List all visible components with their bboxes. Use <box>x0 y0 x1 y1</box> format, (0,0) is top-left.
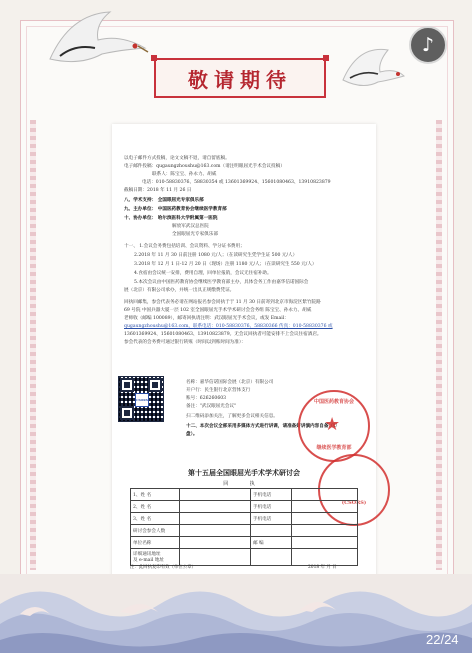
title-banner <box>154 58 326 98</box>
table-row: 3、姓 名 手机电话 <box>131 513 358 525</box>
qr-code[interactable] <box>118 376 164 422</box>
doc-line: 13601369924、15601080463、13910823879。无会议回执者可能安排不上会议住宿酒店。 <box>124 332 322 337</box>
table-row: 研讨会参会人数 <box>131 525 358 537</box>
doc-line: 2.2018 年 11 月 30 日前注册 1080 元/人；（在读研究生凭学生证 500 元/人） <box>134 253 298 258</box>
seal-star-icon: ★ <box>324 414 341 435</box>
cloud-decoration <box>0 574 472 653</box>
music-note-icon: ♪ <box>421 34 435 56</box>
form-title: 第十五届全国眼屈光手术学术研讨会 <box>188 468 300 477</box>
form-subtitle: 回 执 <box>223 481 265 487</box>
doc-line: 全国眼屈光专家俱乐部 <box>172 232 218 237</box>
bank-line: 名称：嘉华信诺国际会展（北京）有限公司 <box>186 380 274 385</box>
qr-corner <box>120 378 134 392</box>
registration-form-table <box>130 488 358 566</box>
bank-line: 开户行：民生银行北京营体支行 <box>186 388 251 393</box>
left-rail-decoration <box>30 120 36 570</box>
doc-line: 电话：010-58830376、58830354 或 13601369924、15601080463、13910823879 <box>142 180 331 185</box>
music-toggle-button[interactable] <box>409 26 447 64</box>
doc-line: 69 号院 中国兵器大厦一层 102 室全国眼屈光手术学术研讨会会务组 陈宝宝、孙永力、胡威 <box>124 308 312 313</box>
doc-line: 解放军武汉总医院 <box>172 224 209 229</box>
doc-line: 九、主办单位： 中国医药教育协会继续医学教育部 <box>124 207 227 212</box>
bank-line: 扫二维码添加关注，了解更多会议相关信息。 <box>186 414 278 419</box>
bank-line: 备注："武汉眼屈光会议" <box>186 404 237 409</box>
doc-line: 十、协办单位： 哈尔滨医科大学附属第一医院 <box>124 216 218 221</box>
doc-email-line[interactable]: qugaungzhoushu@163.com，联系电话：010-58830376、58830366 传真：010-58830376 或 <box>124 324 333 329</box>
bank-line: 账号：626260603 <box>186 396 227 401</box>
doc-line: 回执回邮集，参会代表务必请在网站报名参会同执于于 11 月 30 日前寄到北京市海淀区紫竹院路 <box>124 300 321 305</box>
table-row: 单位名称 邮 编 <box>131 537 358 549</box>
bank-line: 盘）。 <box>186 432 198 437</box>
official-seal: 中国医药教育协会 ★ 继续医学教育部 <box>298 390 370 462</box>
doc-line: 老师收（邮编 100089），邮寄回执请注明：武汉眼屈光手术会议，或发 Email： <box>124 316 289 321</box>
page-counter: 22/24 <box>426 632 459 647</box>
doc-line: 截稿日期：2018 年 11 月 26 日 <box>124 188 192 193</box>
crane-right-decoration <box>338 40 408 100</box>
doc-line: 以电子邮件方式投稿，论文文稿不退，请自留底稿。 <box>124 156 230 161</box>
table-row: 1、姓 名 手机电话 <box>131 489 358 501</box>
form-footer-note: 注：此回执复印有效（单位公章） <box>130 565 196 570</box>
doc-line: 4.食宿由会议统一安排，费用自理，回单位报销，会议无住宿补助。 <box>134 271 272 276</box>
bank-line: 十二、本次会议全部采用多媒体方式进行讲课，请准备好讲演内容自备（U <box>186 424 338 429</box>
csors-seal: (CSORS) <box>318 454 390 526</box>
table-row: 详细通讯地址 及 e-mail 地址 <box>131 549 358 566</box>
doc-line: 参会代表的会务费可通过银行转账（时间以到账时间为准）： <box>124 340 246 345</box>
qr-corner <box>120 406 134 420</box>
doc-line: 展（北京）有限公司承办，并统一出具正规缴费凭证。 <box>124 288 235 293</box>
doc-line: 电子邮件投稿：qugaungzhoushu@163.com（请注明眼屈光手术会议投稿） <box>124 164 285 169</box>
doc-line: 八、学术支持： 全国眼屈光专家俱乐部 <box>124 198 204 203</box>
crane-left-decoration <box>40 4 150 74</box>
qr-logo-icon: CSORS <box>135 393 149 407</box>
form-footer-date: 2018 年 月 日 <box>308 565 337 570</box>
doc-line: 3.2018 年 12 月 1 日-12 月 20 日（现场）注册 1180 元/人；（在读研究生 550 元/人） <box>134 262 317 267</box>
doc-line: 联系人：陈宝宝、孙永力、胡威 <box>152 172 217 177</box>
qr-corner <box>148 378 162 392</box>
conference-notice-document <box>112 124 376 582</box>
page-title: 敬请期待 <box>188 67 292 92</box>
right-rail-decoration <box>436 120 442 570</box>
doc-line: 5.本次会议由中国医药教育协会继续医学教育部主办，具体会务工作由嘉华信诺国际会 <box>134 280 309 285</box>
doc-line: 十一、 1.会议会务费包括培训、会议资料、学分证书费用； <box>124 244 245 249</box>
table-row: 2、姓 名 手机电话 <box>131 501 358 513</box>
